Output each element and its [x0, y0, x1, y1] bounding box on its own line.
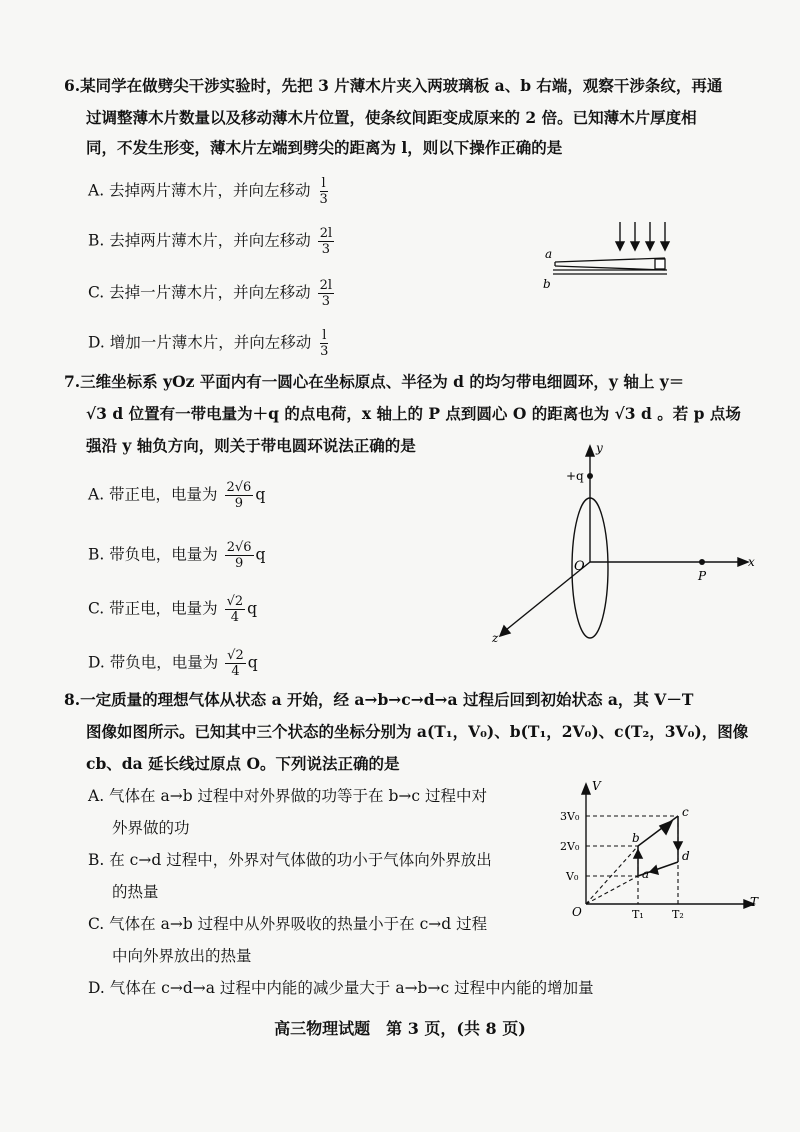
q6-stem-line-3: 同，不发生形变，薄木片左端到劈尖的距离为 l，则以下操作正确的是 — [86, 138, 563, 157]
q8-option-c[interactable]: C. 气体在 a→b 过程中从外界吸收的热量小于在 c→d 过程 — [88, 915, 488, 933]
q6-option-b-text: B. 去掉两片薄木片，并向左移动 — [88, 231, 311, 250]
q7-stem-line-1: 7.三维坐标系 yOz 平面内有一圆心在坐标原点、半径为 d 的均匀带电细圆环，y 轴上 y＝ — [64, 372, 685, 391]
origin-label: O — [572, 905, 582, 919]
origin-label: O — [574, 559, 585, 574]
q8-option-b-cont: 的热量 — [112, 883, 159, 901]
point-a-label: a — [642, 867, 650, 881]
q8-option-a-cont: 外界做的功 — [112, 819, 190, 837]
q7-stem-line-3: 强沿 y 轴负方向，则关于带电圆环说法正确的是 — [86, 436, 416, 455]
q7-option-a-text: A. 带正电，电量为 — [88, 485, 218, 504]
charge-label: +q — [566, 469, 584, 483]
tick-2v0: 2V₀ — [560, 840, 580, 853]
q6-option-a-text: A. 去掉两片薄木片，并向左移动 — [88, 181, 311, 200]
plate-b-label: b — [543, 277, 551, 291]
page-footer: 高三物理试题 第 3 页，(共 8 页) — [274, 1019, 526, 1038]
fraction: $\frac{√2}{4}$ — [227, 648, 244, 679]
z-axis-label: z — [492, 631, 499, 645]
q8-option-b[interactable]: B. 在 c→d 过程中，外界对气体做的功小于气体向外界放出 — [88, 851, 492, 869]
fraction: $\frac{2√6}{9}$ — [226, 480, 252, 511]
q6-option-b[interactable] — [88, 226, 336, 257]
tick-v0: V₀ — [566, 870, 579, 883]
q8-option-a[interactable]: A. 气体在 a→b 过程中对外界做的功等于在 b→c 过程中对 — [88, 787, 487, 805]
q8-stem-line-3: cb、da 延长线过原点 O。下列说法正确的是 — [86, 754, 400, 773]
q8-stem-line-2: 图像如图所示。已知其中三个状态的坐标分别为 a(T₁，V₀)、b(T₁，2V₀)、c(T₂，3V₀)，图像 — [86, 722, 749, 741]
point-d-label: d — [682, 849, 690, 863]
q7-option-d-text: D. 带负电，电量为 — [88, 653, 219, 672]
q8-option-c-cont: 中向外界放出的热量 — [112, 947, 252, 965]
fraction: $\frac{l}{3}$ — [319, 176, 328, 207]
q7-option-c-text: C. 带正电，电量为 — [88, 599, 218, 618]
q8-vt-graph — [560, 780, 760, 920]
q6-option-d-text: D. 增加一片薄木片，并向左移动 — [88, 333, 312, 352]
q7-option-a[interactable]: A. 带正电，电量为 $\frac{2√6}{9}$ q — [88, 480, 266, 511]
t-axis-label: T — [750, 895, 759, 909]
q6-option-c-text: C. 去掉一片薄木片，并向左移动 — [88, 283, 311, 302]
tick-t1: T₁ — [632, 908, 644, 920]
q6-stem-line-2: 过调整薄木片数量以及移动薄木片位置，使条纹间距变成原来的 2 倍。已知薄木片厚度相 — [86, 108, 697, 127]
q8-option-d[interactable]: D. 气体在 c→d→a 过程中内能的减少量大于 a→b→c 过程中内能的增加量 — [88, 979, 594, 997]
q7-option-b-text: B. 带负电，电量为 — [88, 545, 218, 564]
y-axis-label: y — [596, 441, 603, 455]
q7-ring-figure — [490, 440, 760, 650]
q6-wedge-figure — [535, 218, 675, 298]
q6-option-a[interactable] — [88, 176, 332, 207]
point-p-label: P — [698, 569, 707, 583]
x-axis-label: x — [748, 555, 755, 569]
fraction: $\frac{2l}{3}$ — [319, 278, 333, 309]
fraction: $\frac{2l}{3}$ — [319, 226, 333, 257]
fraction: $\frac{√2}{4}$ — [226, 594, 244, 625]
plate-a-label: a — [545, 247, 553, 261]
q7-option-c[interactable]: C. 带正电，电量为 $\frac{√2}{4}$ q — [88, 594, 258, 625]
fraction: $\frac{l}{3}$ — [320, 328, 329, 359]
v-axis-label: V — [592, 780, 601, 793]
q6-option-d[interactable] — [88, 328, 332, 359]
q7-option-b[interactable]: B. 带负电，电量为 $\frac{2√6}{9}$ q — [88, 540, 266, 571]
q7-stem-line-2: √3 d 位置有一带电量为＋q 的点电荷，x 轴上的 P 点到圆心 O 的距离也为 √3 d 。若 p 点场 — [86, 404, 741, 423]
q6-stem-line-1: 6.某同学在做劈尖干涉实验时，先把 3 片薄木片夹入两玻璃板 a、b 右端，观察干涉条纹，再通 — [64, 76, 723, 95]
point-b-label: b — [632, 831, 640, 845]
q7-option-d[interactable]: D. 带负电，电量为 $\frac{√2}{4}$ q — [88, 648, 258, 679]
point-c-label: c — [682, 805, 689, 819]
q6-option-c[interactable] — [88, 278, 336, 309]
q8-stem-line-1: 8.一定质量的理想气体从状态 a 开始，经 a→b→c→d→a 过程后回到初始状态 a，其 V－T — [64, 690, 694, 709]
tick-t2: T₂ — [672, 908, 684, 920]
fraction: $\frac{2√6}{9}$ — [226, 540, 252, 571]
tick-3v0: 3V₀ — [560, 810, 580, 823]
